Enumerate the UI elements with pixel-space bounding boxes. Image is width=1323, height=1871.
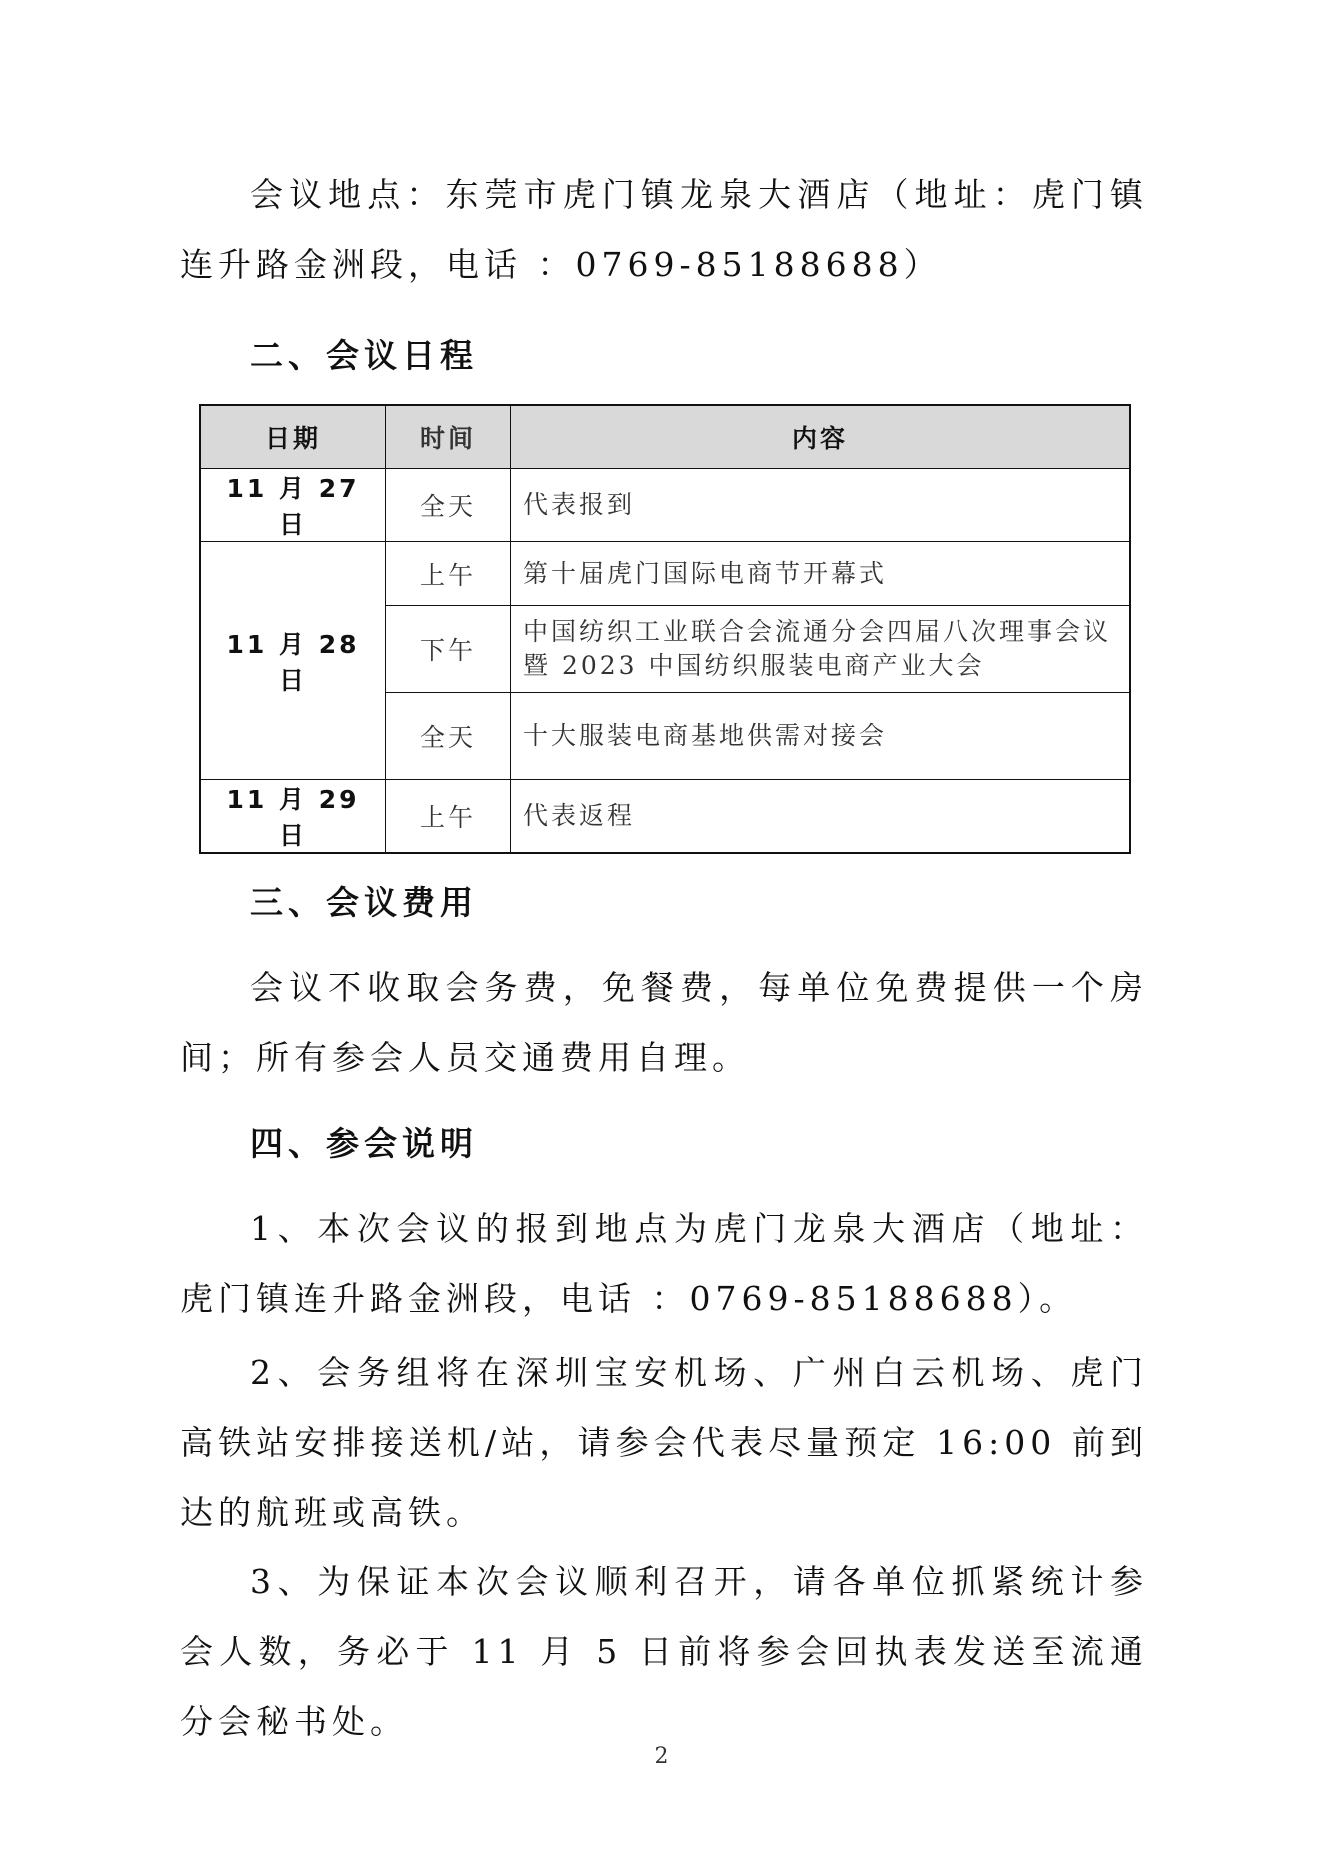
time-cell: 上午 bbox=[386, 542, 511, 606]
date-cell: 11 月 27 日 bbox=[200, 469, 386, 542]
date-cell: 11 月 29 日 bbox=[200, 780, 386, 854]
content-cell: 十大服装电商基地供需对接会 bbox=[511, 693, 1131, 780]
header-content: 内容 bbox=[511, 405, 1131, 469]
table-row bbox=[200, 469, 1130, 542]
content-cell: 代表返程 bbox=[511, 780, 1131, 854]
time-cell: 上午 bbox=[386, 780, 511, 854]
table-row bbox=[200, 542, 1130, 606]
content-cell: 代表报到 bbox=[511, 469, 1131, 542]
header-date: 日期 bbox=[200, 405, 386, 469]
section-schedule-heading: 二、会议日程 bbox=[250, 336, 478, 375]
page-number: 2 bbox=[654, 1744, 669, 1769]
note-1: 1、本次会议的报到地点为虎门龙泉大酒店（地址：虎门镇连升路金洲段，电话 ：0769-85188688）。 bbox=[180, 1209, 1148, 1318]
note-2: 2、会务组将在深圳宝安机场、广州白云机场、虎门高铁站安排接送机/站，请参会代表尽量预定 16:00 前到达的航班或高铁。 bbox=[180, 1353, 1148, 1532]
section-notes-heading: 四、参会说明 bbox=[250, 1124, 478, 1163]
schedule-table bbox=[199, 404, 1131, 854]
time-cell: 全天 bbox=[386, 693, 511, 780]
time-cell: 下午 bbox=[386, 606, 511, 693]
note-3: 3、为保证本次会议顺利召开，请各单位抓紧统计参会人数，务必于 11 月 5 日前将参会回执表发送至流通分会秘书处。 bbox=[180, 1562, 1148, 1741]
section-fees-heading: 三、会议费用 bbox=[250, 883, 478, 922]
table-header-row bbox=[200, 405, 1130, 469]
venue-paragraph: 会议地点：东莞市虎门镇龙泉大酒店（地址：虎门镇连升路金洲段，电话 ：0769-85188688） bbox=[180, 175, 1148, 284]
content-cell: 中国纺织工业联合会流通分会四届八次理事会议暨 2023 中国纺织服装电商产业大会 bbox=[511, 606, 1131, 693]
table-row bbox=[200, 780, 1130, 854]
date-cell: 11 月 28 日 bbox=[200, 542, 386, 780]
content-cell: 第十届虎门国际电商节开幕式 bbox=[511, 542, 1131, 606]
time-cell: 全天 bbox=[386, 469, 511, 542]
header-time: 时间 bbox=[386, 405, 511, 469]
fees-paragraph: 会议不收取会务费，免餐费，每单位免费提供一个房间；所有参会人员交通费用自理。 bbox=[180, 968, 1148, 1077]
